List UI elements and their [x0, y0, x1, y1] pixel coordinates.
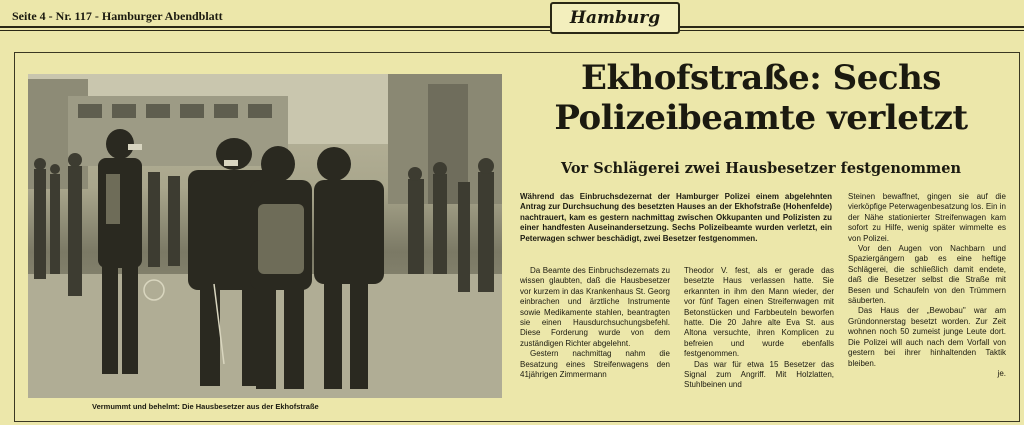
photo-illustration: [28, 74, 502, 398]
paragraph: Da Beamte des Einbruchsdezernats zu wissen glaubten, daß die Hausbesetzer vor kurzem in das Krankenhaus St. Georg einbrachen und ärztliche Instrumente sowie Medikamente stahlen, beantragten sie einen Hausdurchsuchungsbefehl. Diese Forderung wurde von dem zuständigen Richter abgelehnt.: [520, 266, 670, 348]
paragraph: Steinen bewaffnet, gingen sie auf die vierköpfige Peterwagenbesatzung los. Ein in der Nähe stationierter Streifenwagen kam sofort zu Hilfe, wenig später wimmelte es von Polizei.: [848, 192, 1006, 243]
article-column-3: [848, 192, 1006, 379]
paragraph: Das war für etwa 15 Besetzer das Signal zum Angriff. Mit Holzlatten, Stuhlbeinen und: [684, 359, 834, 390]
article-photo: [28, 74, 502, 398]
photo-caption: Vermummt und behelmt: Die Hausbesetzer aus der Ekhofstraße: [92, 402, 319, 411]
header-rule: [0, 26, 1024, 28]
page-header: [0, 0, 1024, 32]
paragraph: Vor den Augen von Nachbarn und Spaziergängern gab es eine heftige Schlägerei, die schließlich damit endete, daß die Besetzer selbst die Straße mit Besen und Schaufeln von den Trümmern säuberten.: [848, 244, 1006, 306]
page-info: Seite 4 - Nr. 117 - Hamburger Abendblatt: [12, 9, 223, 23]
paragraph: Gestern nachmittag nahm die Besatzung eines Streifenwagens den 41jährigen Zimmermann: [520, 349, 670, 380]
author-signature: je.: [997, 368, 1006, 378]
paragraph: Theodor V. fest, als er gerade das besetzte Haus verlassen hatte. Sie erkannten in ihm den Mann wieder, der vor fünf Tagen einen Streifenwagen mit Betonstücken und Farbbeuteln beworfen hatte. Die 20 Jahre alte Eva St. aus Altona versuchte, ihren Komplicen zu befreien und wurde ebenfalls festgenommen.: [684, 266, 834, 359]
article-headline: Ekhofstraße: Sechs Polizeibeamte verletzt: [554, 58, 968, 138]
section-logo: Hamburg: [550, 2, 680, 34]
article-column-2: [684, 266, 834, 391]
article-subheadline: Vor Schlägerei zwei Hausbesetzer festgenommen: [560, 160, 962, 177]
article-column-1: [520, 266, 670, 380]
paragraph: Das Haus der „Bewobau" war am Gründonnerstag besetzt worden. Zur Zeit wohnen noch 50 zumeist junge Leute dort. Die Polizei will auch nach dem Vorfall von gestern bei ihrer hinhaltenden Taktik bleiben.: [848, 306, 1006, 368]
article-lead: Während das Einbruchsdezernat der Hamburger Polizei einem abgelehnten Antrag zur Durchsuchung des besetzten Hauses an der Ekhofstraße (Hohenfelde) nachtrauert, kam es gestern nachmittag zwischen Okkupanten und Polizisten zu einer handfesten Auseinandersetzung. Sechs Polizeibeamte wurden verletzt, ein Peterwagen schwer beschädigt, zwei Besetzer festgenommen.: [520, 192, 832, 243]
header-rule-thin: [0, 30, 1024, 31]
